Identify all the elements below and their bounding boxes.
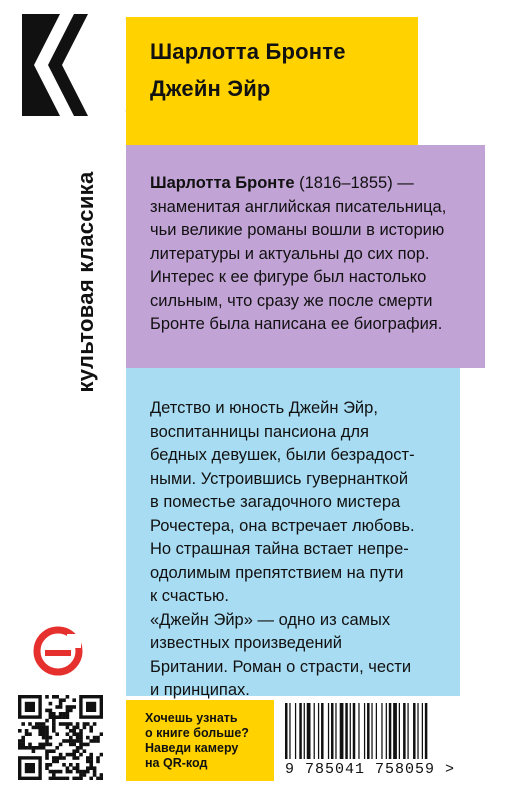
qr-prompt-line: Хочешь узнать	[145, 711, 238, 725]
description-line: известных произведений	[150, 634, 342, 652]
series-label: культовая классика	[73, 171, 98, 393]
description-line: ными. Устроившись гувернанткой	[150, 469, 409, 488]
book-title: Джейн Эйр	[150, 76, 271, 101]
qr-prompt-line: на QR-код	[145, 756, 208, 770]
title-block	[126, 17, 418, 145]
description-line: Британии. Роман о страсти, чести	[150, 657, 412, 676]
barcode-icon	[283, 703, 491, 759]
qr-prompt-line: о книге больше?	[145, 726, 249, 740]
qr-prompt-line: Наведи камеру	[145, 741, 239, 755]
description-line: и принципах.	[150, 681, 250, 699]
author-bio-text	[150, 172, 470, 337]
qr-code-icon[interactable]	[18, 695, 103, 780]
double-chevron-logo-icon	[22, 14, 126, 116]
description-line: бедных девушек, были безрадост-	[150, 446, 415, 464]
eksmo-logo-icon	[33, 626, 83, 676]
description-line: Детство и юность Джейн Эйр,	[150, 399, 378, 417]
description-line: одолимым препятствием на пути	[150, 563, 404, 582]
author-bio-name: Шарлотта Бронте	[150, 174, 295, 192]
qr-prompt-text	[145, 711, 249, 771]
author-bio-body: (1816–1855) — знаменитая английская писательница, чьи великие романы вошли в историю литературы и актуальны до сих пор. Интерес к ее фигуре был настолько сильным, что сразу же после смерти Бронте была написана ее биография.	[150, 174, 447, 333]
description-block	[126, 368, 460, 699]
qr-prompt-box	[126, 700, 274, 781]
author-name-title: Шарлотта Бронте	[150, 39, 346, 64]
author-bio-block	[126, 145, 485, 368]
description-text	[150, 397, 450, 703]
description-line: в поместье загадочного мистера	[150, 493, 401, 511]
description-line: к счастью.	[150, 587, 230, 605]
description-line: Рочестера, она встречает любовь.	[150, 516, 415, 535]
description-line: «Джейн Эйр» — одно из самых	[150, 610, 391, 629]
description-line: воспитанницы пансиона для	[150, 422, 369, 441]
description-line: Но страшная тайна встает непре-	[150, 540, 409, 558]
isbn-number: 9 785041 758059 >	[285, 761, 456, 778]
